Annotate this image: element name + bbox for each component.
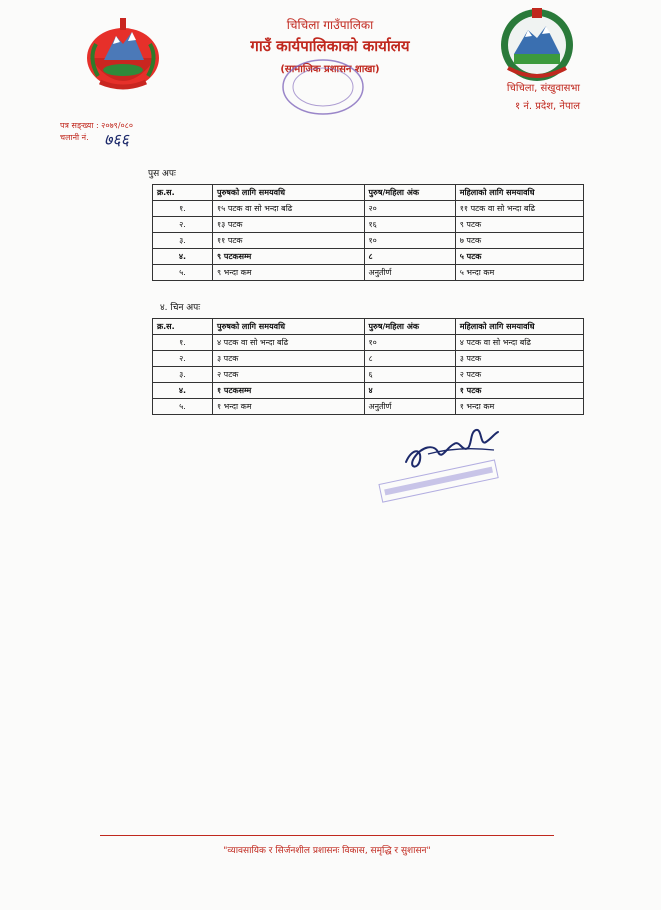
table-cell: १० bbox=[364, 233, 455, 249]
table-cell: ३. bbox=[153, 367, 213, 383]
results-table bbox=[152, 318, 584, 415]
table-cell: १६ bbox=[364, 217, 455, 233]
nepal-emblem-logo bbox=[80, 14, 166, 94]
table-cell: ८ bbox=[364, 249, 455, 265]
footer-divider bbox=[100, 835, 554, 836]
municipality-name: चिचिला गाउँपालिका bbox=[286, 18, 374, 32]
table-cell: १ पटक bbox=[455, 383, 583, 399]
letter-number: पत्र सङ्ख्या : २०७९/०८० bbox=[60, 121, 133, 130]
table-cell: ४ पटक वा सो भन्दा बढि bbox=[212, 335, 364, 351]
table-cell: ११ पटक bbox=[212, 233, 364, 249]
table-cell: १ पटकसम्म bbox=[212, 383, 364, 399]
table-cell: १० bbox=[364, 335, 455, 351]
table-cell: ५. bbox=[153, 265, 213, 281]
footer-slogan: "व्यावसायिक र सिर्जनशील प्रशासनः विकास, समृद्धि र सुशासन" bbox=[223, 846, 431, 856]
table-cell: ४ bbox=[364, 383, 455, 399]
table-cell: २० bbox=[364, 201, 455, 217]
table-cell: ९ पटक bbox=[455, 217, 583, 233]
table-cell: २. bbox=[153, 351, 213, 367]
table-cell: ५ पटक bbox=[455, 249, 583, 265]
table-cell: अनुतीर्ण bbox=[364, 265, 455, 281]
table-cell: ४ पटक वा सो भन्दा बढि bbox=[455, 335, 583, 351]
table-row bbox=[153, 249, 584, 265]
table-cell: ५ भन्दा कम bbox=[455, 265, 583, 281]
section-title: ४. चिन अपः bbox=[160, 303, 201, 313]
table-cell: ८ bbox=[364, 351, 455, 367]
table-row bbox=[153, 399, 584, 415]
header-cell: पुरुष/महिला अंक bbox=[364, 185, 455, 201]
table-cell: ४. bbox=[153, 383, 213, 399]
header-cell: क्र.स. bbox=[153, 319, 213, 335]
dispatch-number: ७६६ bbox=[104, 130, 129, 149]
table-cell: १ भन्दा कम bbox=[455, 399, 583, 415]
table-cell: ९ भन्दा कम bbox=[212, 265, 364, 281]
table-row bbox=[153, 335, 584, 351]
header-cell: पुरुष/महिला अंक bbox=[364, 319, 455, 335]
branch-name: (सामाजिक प्रशासन शाखा) bbox=[280, 64, 380, 75]
table-row bbox=[153, 367, 584, 383]
table-header-row bbox=[153, 185, 584, 201]
table-cell: ७ पटक bbox=[455, 233, 583, 249]
table-cell: १५ पटक वा सो भन्दा बढि bbox=[212, 201, 364, 217]
table-cell: १ भन्दा कम bbox=[212, 399, 364, 415]
address-line-2: १ नं. प्रदेश, नेपाल bbox=[514, 101, 580, 112]
header-cell: महिलाको लागि समयावधि bbox=[455, 185, 583, 201]
table-cell: १. bbox=[153, 335, 213, 351]
office-title: गाउँ कार्यपालिकाको कार्यालय bbox=[250, 37, 410, 55]
table-cell: २. bbox=[153, 217, 213, 233]
table-cell: १. bbox=[153, 201, 213, 217]
table-cell: १३ पटक bbox=[212, 217, 364, 233]
section-title: पुस अपः bbox=[148, 169, 176, 179]
table-row bbox=[153, 265, 584, 281]
table-cell: ४. bbox=[153, 249, 213, 265]
results-table bbox=[152, 184, 584, 281]
official-designation-stamp bbox=[374, 456, 504, 510]
table-row bbox=[153, 383, 584, 399]
table-cell: ३ पटक bbox=[455, 351, 583, 367]
table-row bbox=[153, 217, 584, 233]
table-row bbox=[153, 201, 584, 217]
address-line-1: चिचिला, संखुवासभा bbox=[506, 83, 580, 94]
dispatch-label: चलानी नं. bbox=[60, 133, 89, 142]
header-cell: क्र.स. bbox=[153, 185, 213, 201]
header-cell: पुरुषको लागि समयवधि bbox=[212, 185, 364, 201]
table-cell: ५. bbox=[153, 399, 213, 415]
header-cell: महिलाको लागि समयावधि bbox=[455, 319, 583, 335]
table-cell: ११ पटक वा सो भन्दा बढि bbox=[455, 201, 583, 217]
header-cell: पुरुषको लागि समयवधि bbox=[212, 319, 364, 335]
municipality-logo bbox=[498, 6, 576, 84]
table-row bbox=[153, 233, 584, 249]
table-cell: २ पटक bbox=[455, 367, 583, 383]
table-cell: ३ पटक bbox=[212, 351, 364, 367]
table-cell: २ पटक bbox=[212, 367, 364, 383]
table-cell: ९ पटकसम्म bbox=[212, 249, 364, 265]
table-cell: अनुतीर्ण bbox=[364, 399, 455, 415]
table-cell: ६ bbox=[364, 367, 455, 383]
table-header-row bbox=[153, 319, 584, 335]
office-seal-stamp bbox=[278, 56, 368, 118]
table-row bbox=[153, 351, 584, 367]
table-cell: ३. bbox=[153, 233, 213, 249]
